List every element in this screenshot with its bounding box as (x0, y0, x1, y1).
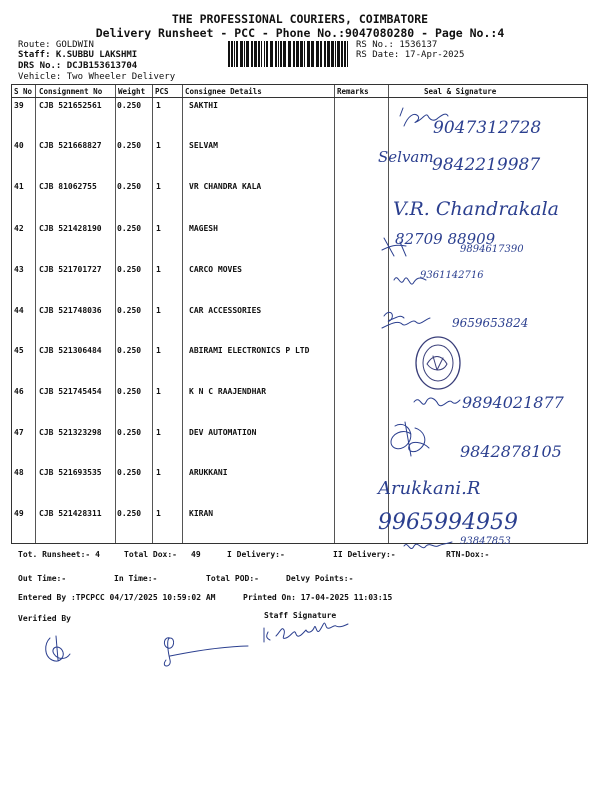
handwritten-phone-46: 9894021877 (462, 393, 564, 412)
row-consignment-no: CJB 521668827 (39, 141, 102, 150)
row-pcs: 1 (156, 509, 161, 518)
row-consignment-no: CJB 521428311 (39, 509, 102, 518)
row-sno: 46 (14, 387, 24, 396)
row-pcs: 1 (156, 387, 161, 396)
handwritten-name-41: V.R. Chandrakala (393, 198, 559, 220)
handwritten-phone-47: 9842878105 (460, 442, 562, 461)
row-pcs: 1 (156, 468, 161, 477)
row-sno: 43 (14, 265, 24, 274)
company-title: THE PROFESSIONAL COURIERS, COIMBATORE (171, 12, 429, 26)
staff-signature (260, 622, 364, 652)
row-consignee: MAGESH (189, 224, 218, 233)
handwritten-phone2-49: 93847853 (460, 536, 511, 547)
row-weight: 0.250 (117, 182, 142, 191)
signature-row-42 (380, 232, 420, 266)
vehicle-label: Vehicle: Two Wheeler Delivery (18, 72, 176, 82)
signature-row-43 (390, 266, 430, 294)
header-consignee: Consignee Details (185, 87, 262, 96)
ii-delivery: II Delivery:- (333, 550, 396, 559)
handwritten-phone-39: 9047312728 (433, 118, 542, 138)
row-consignee: ARUKKANI (189, 468, 228, 477)
rtn-dox: RTN-Dox:- (446, 550, 490, 559)
row-consignee: DEV AUTOMATION (189, 428, 257, 437)
row-consignee: ABIRAMI ELECTRONICS P LTD (189, 346, 310, 355)
handwritten-phone-40: 9842219987 (432, 155, 541, 175)
row-sno: 47 (14, 428, 24, 437)
out-time: Out Time:- (18, 574, 67, 583)
row-consignment-no: CJB 521748036 (39, 306, 102, 315)
row-sno: 40 (14, 141, 24, 150)
row-sno: 49 (14, 509, 24, 518)
row-consignment-no: CJB 521701727 (39, 265, 102, 274)
signature-row-46 (410, 388, 465, 414)
row-consignee: SELVAM (189, 141, 218, 150)
row-sno: 45 (14, 346, 24, 355)
runsheet-title: Delivery Runsheet - PCC - Phone No.:9047080280 - Page No.:4 (95, 26, 505, 40)
i-delivery: I Delivery:- (227, 550, 285, 559)
row-weight: 0.250 (117, 346, 142, 355)
barcode (228, 41, 350, 67)
row-pcs: 1 (156, 428, 161, 437)
row-consignee: SAKTHI (189, 101, 218, 110)
row-sno: 39 (14, 101, 24, 110)
row-consignment-no: CJB 521306484 (39, 346, 102, 355)
header-consignment: Consignment No (39, 87, 103, 96)
row-consignment-no: CJB 521652561 (39, 101, 102, 110)
rs-date: RS Date: 17-Apr-2025 (356, 50, 465, 60)
row-consignment-no: CJB 521323298 (39, 428, 102, 437)
printed-on: Printed On: 17-04-2025 11:03:15 (243, 593, 393, 602)
row-weight: 0.250 (117, 387, 142, 396)
row-consignment-no: CJB 81062755 (39, 182, 97, 191)
staff-signature-label: Staff Signature (264, 611, 337, 620)
row-consignee: KIRAN (189, 509, 214, 518)
row-weight: 0.250 (117, 141, 142, 150)
row-consignee: VR CHANDRA KALA (189, 182, 262, 191)
verified-by-label: Verified By (18, 614, 71, 623)
delivery-table (11, 84, 588, 544)
header-weight: Weight (118, 87, 146, 96)
row-consignment-no: CJB 521693535 (39, 468, 102, 477)
row-pcs: 1 (156, 265, 161, 274)
handwritten-phone-49: 9965994959 (378, 510, 518, 535)
row-sno: 48 (14, 468, 24, 477)
drs-number: DRS No.: DCJB153613704 (18, 61, 138, 71)
row-consignee: CAR ACCESSORIES (189, 306, 262, 315)
header-sno: S No (14, 87, 33, 96)
handwritten-phone-44: 9659653824 (452, 316, 529, 330)
row-weight: 0.250 (117, 265, 142, 274)
staff-label: Staff: K.SUBBU LAKSHMI (18, 50, 138, 60)
handwritten-name-40: Selvam (378, 148, 434, 166)
handwritten-name-48: Arukkani.R (378, 478, 481, 499)
header-pcs: PCS (155, 87, 169, 96)
row-weight: 0.250 (117, 509, 142, 518)
row-pcs: 1 (156, 306, 161, 315)
row-consignee: CARCO MOVES (189, 265, 242, 274)
verified-by-signature (40, 632, 74, 670)
row-weight: 0.250 (117, 224, 142, 233)
row-pcs: 1 (156, 224, 161, 233)
row-weight: 0.250 (117, 468, 142, 477)
total-pod: Total POD:- (206, 574, 259, 583)
handwritten-phone2-42: 9894617390 (460, 244, 524, 255)
row-consignment-no: CJB 521745454 (39, 387, 102, 396)
row-weight: 0.250 (117, 428, 142, 437)
verifier-second-signature (158, 626, 253, 674)
row-sno: 44 (14, 306, 24, 315)
delvy-points: Delvy Points:- (286, 574, 354, 583)
row-pcs: 1 (156, 101, 161, 110)
seal-stamp-row-45 (413, 334, 463, 396)
row-pcs: 1 (156, 141, 161, 150)
row-sno: 41 (14, 182, 24, 191)
row-pcs: 1 (156, 346, 161, 355)
signature-row-47 (385, 418, 445, 464)
in-time: In Time:- (114, 574, 158, 583)
handwritten-phone-42: 82709 88909 (395, 230, 496, 248)
row-sno: 42 (14, 224, 24, 233)
row-consignee: K N C RAAJENDHAR (189, 387, 267, 396)
row-weight: 0.250 (117, 101, 142, 110)
row-pcs: 1 (156, 182, 161, 191)
tot-runsheet: Tot. Runsheet:- 4 (18, 550, 100, 559)
entered-by: Entered By :TPCPCC 04/17/2025 10:59:02 AM (18, 593, 216, 602)
row-consignment-no: CJB 521428190 (39, 224, 102, 233)
rs-number: RS No.: 1536137 (356, 40, 438, 50)
total-dox-label: Total Dox:- (124, 550, 177, 559)
row-weight: 0.250 (117, 306, 142, 315)
total-dox-value: 49 (191, 550, 201, 559)
route-label: Route: GOLDWIN (18, 40, 94, 50)
handwritten-phone-43: 9361142716 (420, 270, 484, 281)
header-seal-signature: Seal & Signature (424, 87, 497, 96)
header-remarks: Remarks (337, 87, 369, 96)
